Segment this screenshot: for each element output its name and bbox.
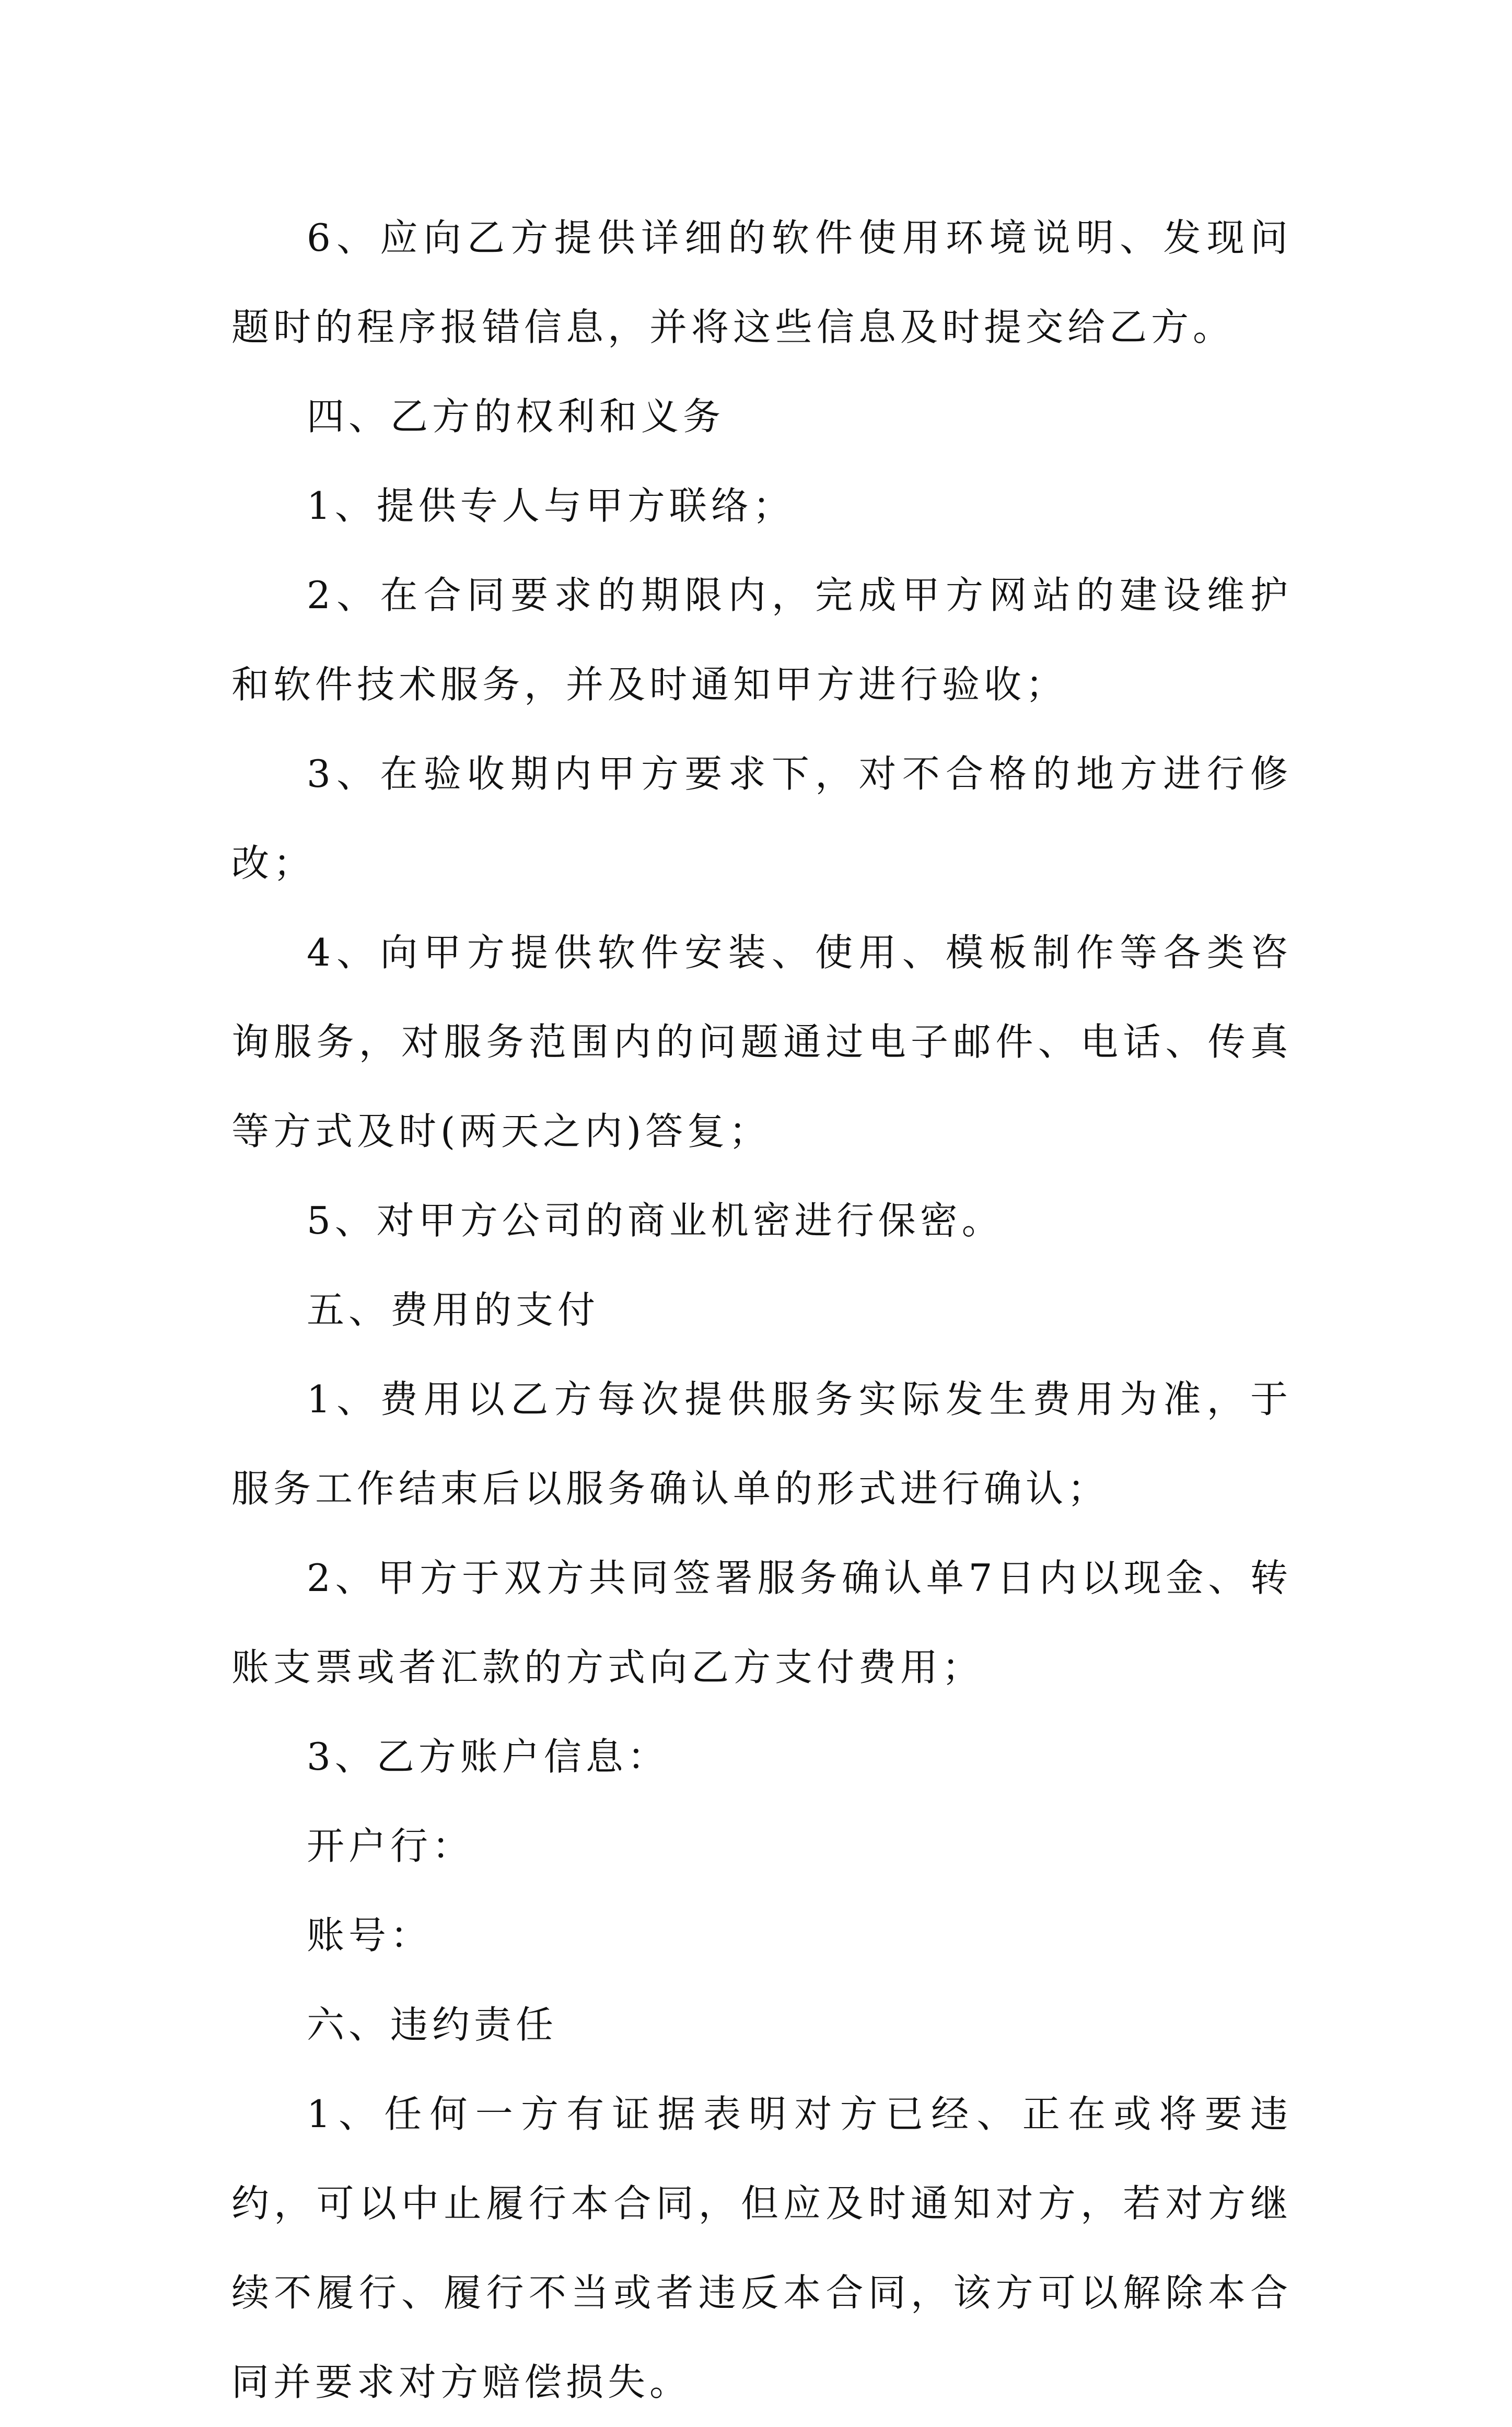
account-field-label: 账号：: [307, 1913, 433, 1957]
section-heading: 四、乙方的权利和义务: [307, 394, 725, 438]
paragraph: 2、在合同要求的期限内，完成甲方网站的建设维护和软件技术服务，并及时通知甲方进行验收；: [231, 573, 1292, 706]
paragraph: 1、费用以乙方每次提供服务实际发生费用为准，于服务工作结束后以服务确认单的形式进行确认；: [231, 1377, 1292, 1511]
paragraph: 3、在验收期内甲方要求下，对不合格的地方进行修改；: [231, 752, 1292, 885]
section-heading: 六、违约责任: [307, 2003, 558, 2047]
paragraph: 1、提供专人与甲方联络；: [307, 484, 795, 528]
paragraph: 6、应向乙方提供详细的软件使用环境说明、发现问题时的程序报错信息，并将这些信息及时提交给乙方。: [231, 216, 1292, 349]
document-body: [231, 193, 1292, 2427]
paragraph: 3、乙方账户信息：: [307, 1735, 669, 1779]
paragraph: 5、对甲方公司的商业机密进行保密。: [307, 1199, 1004, 1242]
section-heading: 五、费用的支付: [307, 1288, 600, 1332]
paragraph: 1、任何一方有证据表明对方已经、正在或将要违约，可以中止履行本合同，但应及时通知对方，若对方继续不履行、履行不当或者违反本合同，该方可以解除本合同并要求对方赔偿损失。: [231, 2092, 1292, 2404]
bank-field-label: 开户行：: [307, 1824, 474, 1868]
paragraph: 2、甲方于双方共同签署服务确认单7日内以现金、转账支票或者汇款的方式向乙方支付费用；: [231, 1556, 1292, 1689]
paragraph: 4、向甲方提供软件安装、使用、模板制作等各类咨询服务，对服务范围内的问题通过电子邮件、电话、传真等方式及时(两天之内)答复；: [231, 931, 1292, 1153]
